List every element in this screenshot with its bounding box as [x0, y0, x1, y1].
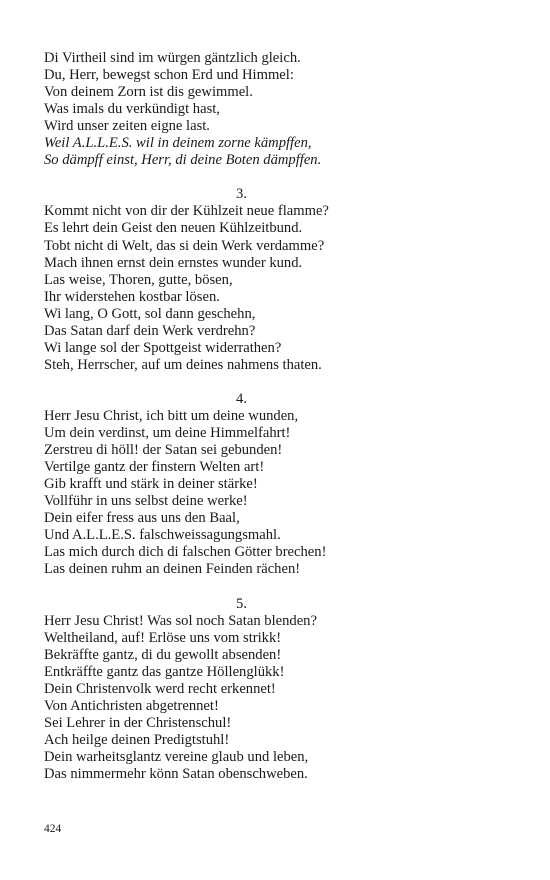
verse-line: Steh, Herrscher, auf um deines nahmens thaten. [44, 356, 322, 373]
verse-line-italic: Weil A.L.L.E.S. wil in deinem zorne kämpffen, [44, 135, 312, 152]
verse-line: Dein eifer fress aus uns den Baal, [44, 510, 240, 527]
verse-line: Du, Herr, bewegst schon Erd und Himmel: [44, 67, 294, 84]
verse-line: Es lehrt dein Geist den neuen Kühlzeitbund. [44, 220, 303, 237]
verse-line: Las deinen ruhm an deinen Feinden rächen! [44, 561, 301, 578]
verse-line: Las mich durch dich di falschen Götter brechen! [44, 544, 327, 561]
stanza-number: 5. [236, 595, 247, 612]
verse-line: Um dein verdinst, um deine Himmelfahrt! [44, 425, 291, 442]
verse-line-italic: So dämpff einst, Herr, di deine Boten dämpffen. [44, 152, 322, 169]
verse-line: Bekräffte gantz, di du gewollt absenden! [44, 646, 282, 663]
verse-line: Dein warheitsglantz vereine glaub und leben, [44, 748, 309, 765]
verse-line: Ach heilge deinen Predigtstuhl! [44, 731, 230, 748]
stanza-gap [44, 578, 514, 595]
page-number: 424 [44, 823, 62, 835]
verse-line: Herr Jesu Christ, ich bitt um deine wunden, [44, 407, 299, 424]
verse-line: Gib krafft und stärk in deiner stärke! [44, 476, 258, 493]
verse-line: Von deinem Zorn ist dis gewimmel. [44, 84, 253, 101]
stanza-number: 3. [236, 186, 247, 203]
stanza-4 [44, 391, 514, 579]
stanza-gap [44, 169, 514, 186]
verse-line: Von Antichristen abgetrennet! [44, 697, 219, 714]
verse-line: Was imals du verkündigt hast, [44, 101, 220, 118]
stanza-continuation [44, 50, 514, 169]
stanza-5 [44, 596, 514, 784]
verse-line: Vertilge gantz der finstern Welten art! [44, 459, 265, 476]
verse-line: Tobt nicht di Welt, das si dein Werk verdamme? [44, 237, 325, 254]
stanza-number: 4. [236, 390, 247, 407]
verse-line: Herr Jesu Christ! Was sol noch Satan blenden? [44, 612, 317, 629]
stanza-3 [44, 186, 514, 374]
verse-line: Ihr widerstehen kostbar lösen. [44, 288, 220, 305]
verse-line: Kommt nicht von dir der Kühlzeit neue flamme? [44, 203, 329, 220]
verse-line: Sei Lehrer in der Christenschul! [44, 714, 232, 731]
verse-line: Mach ihnen ernst dein ernstes wunder kund. [44, 254, 303, 271]
verse-line: Di Virtheil sind im würgen gäntzlich gleich. [44, 50, 301, 66]
verse-line: Dein Christenvolk werd recht erkennet! [44, 680, 276, 697]
verse-line: Das Satan darf dein Werk verdrehn? [44, 322, 256, 339]
verse-line: Wird unser zeiten eigne last. [44, 118, 210, 135]
verse-line: Zerstreu di höll! der Satan sei gebunden! [44, 442, 283, 459]
verse-line: Und A.L.L.E.S. falschweissagungsmahl. [44, 527, 281, 544]
verse-line: Wi lang, O Gott, sol dann geschehn, [44, 305, 256, 322]
stanza-gap [44, 374, 514, 391]
verse-line: Wi lange sol der Spottgeist widerrathen? [44, 339, 282, 356]
poem-text [44, 50, 514, 783]
verse-line: Das nimmermehr könn Satan obenschweben. [44, 765, 308, 782]
verse-line: Vollführ in uns selbst deine werke! [44, 493, 248, 510]
verse-line: Las weise, Thoren, gutte, bösen, [44, 271, 233, 288]
verse-line: Weltheiland, auf! Erlöse uns vom strikk! [44, 629, 282, 646]
verse-line: Entkräffte gantz das gantze Höllenglükk! [44, 663, 285, 680]
